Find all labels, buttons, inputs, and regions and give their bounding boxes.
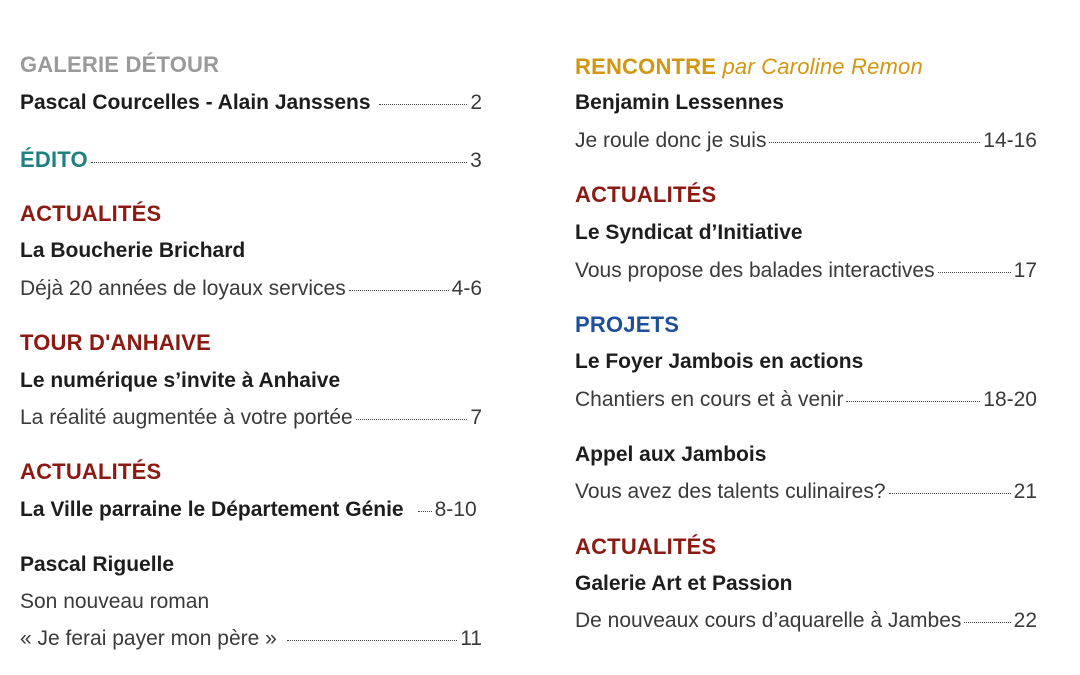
entry-title: Le Syndicat d’Initiative bbox=[575, 221, 803, 244]
toc-entry-ville[interactable] bbox=[20, 495, 482, 525]
entry-subtitle: Déjà 20 années de loyaux services bbox=[20, 277, 346, 300]
section-heading-projets: PROJETS bbox=[575, 312, 680, 337]
page-number: 18-20 bbox=[983, 388, 1037, 411]
entry-subtitle: « Je ferai payer mon père » bbox=[20, 627, 277, 650]
leader-dots bbox=[846, 401, 980, 402]
leader-dots bbox=[379, 104, 468, 105]
toc-entry-riguelle[interactable] bbox=[20, 624, 482, 654]
leader-dots bbox=[418, 511, 432, 512]
page-number: 2 bbox=[470, 91, 482, 114]
leader-dots bbox=[964, 622, 1010, 623]
toc-entry-lessennes[interactable] bbox=[575, 126, 1037, 156]
leader-dots bbox=[938, 272, 1011, 273]
section-heading-rencontre bbox=[575, 52, 1037, 82]
section-heading-actualites: ACTUALITÉS bbox=[20, 459, 162, 484]
toc-entry-appel[interactable] bbox=[575, 477, 1037, 507]
entry-title: Le numérique s’invite à Anhaive bbox=[20, 369, 341, 392]
entry-title: Pascal Courcelles - Alain Janssens bbox=[20, 91, 371, 114]
page-number: 14-16 bbox=[983, 129, 1037, 152]
leader-dots bbox=[287, 640, 457, 641]
page-number: 17 bbox=[1013, 259, 1037, 282]
section-heading-tour: TOUR D'ANHAIVE bbox=[20, 330, 211, 355]
page-number: 21 bbox=[1013, 480, 1037, 503]
heading-label: RENCONTRE bbox=[575, 54, 717, 79]
page-number: 8-10 bbox=[434, 498, 477, 521]
entry-title: Benjamin Lessennes bbox=[575, 91, 784, 114]
entry-subtitle: Vous avez des talents culinaires? bbox=[575, 480, 886, 503]
toc-entry-edito[interactable] bbox=[20, 145, 482, 175]
leader-dots bbox=[91, 162, 467, 163]
entry-subtitle: La réalité augmentée à votre portée bbox=[20, 406, 353, 429]
entry-subtitle: De nouveaux cours d’aquarelle à Jambes bbox=[575, 609, 962, 632]
page-number: 4-6 bbox=[451, 277, 482, 300]
section-heading-actualites: ACTUALITÉS bbox=[20, 201, 162, 226]
section-heading-edito: ÉDITO bbox=[20, 147, 88, 172]
entry-title: Appel aux Jambois bbox=[575, 443, 767, 466]
entry-title: Galerie Art et Passion bbox=[575, 572, 793, 595]
entry-subtitle: Son nouveau roman bbox=[20, 590, 210, 613]
entry-title: La Boucherie Brichard bbox=[20, 239, 246, 262]
page-number: 11 bbox=[460, 627, 482, 650]
section-heading-galerie: GALERIE DÉTOUR bbox=[20, 52, 220, 77]
page-number: 22 bbox=[1013, 609, 1037, 632]
entry-subtitle: Vous propose des balades interactives bbox=[575, 259, 935, 282]
toc-entry-foyer[interactable] bbox=[575, 385, 1037, 415]
page-number: 7 bbox=[470, 406, 482, 429]
toc-entry-galerie-art[interactable] bbox=[575, 606, 1037, 636]
byline: par Caroline Remon bbox=[722, 54, 923, 79]
entry-subtitle: Je roule donc je suis bbox=[575, 129, 767, 152]
toc-entry-numerique[interactable] bbox=[20, 403, 482, 433]
section-heading-actualites: ACTUALITÉS bbox=[575, 534, 717, 559]
section-heading-actualites: ACTUALITÉS bbox=[575, 182, 717, 207]
leader-dots bbox=[769, 142, 980, 143]
entry-subtitle: Chantiers en cours et à venir bbox=[575, 388, 844, 411]
entry-title: Pascal Riguelle bbox=[20, 553, 175, 576]
leader-dots bbox=[356, 419, 468, 420]
entry-title: Le Foyer Jambois en actions bbox=[575, 350, 864, 373]
page-number: 3 bbox=[470, 149, 482, 172]
toc-entry-syndicat[interactable] bbox=[575, 256, 1037, 286]
leader-dots bbox=[349, 290, 449, 291]
toc-entry-galerie[interactable] bbox=[20, 88, 482, 118]
leader-dots bbox=[889, 493, 1011, 494]
entry-title: La Ville parraine le Département Génie bbox=[20, 498, 404, 521]
toc-entry-boucherie[interactable] bbox=[20, 274, 482, 304]
